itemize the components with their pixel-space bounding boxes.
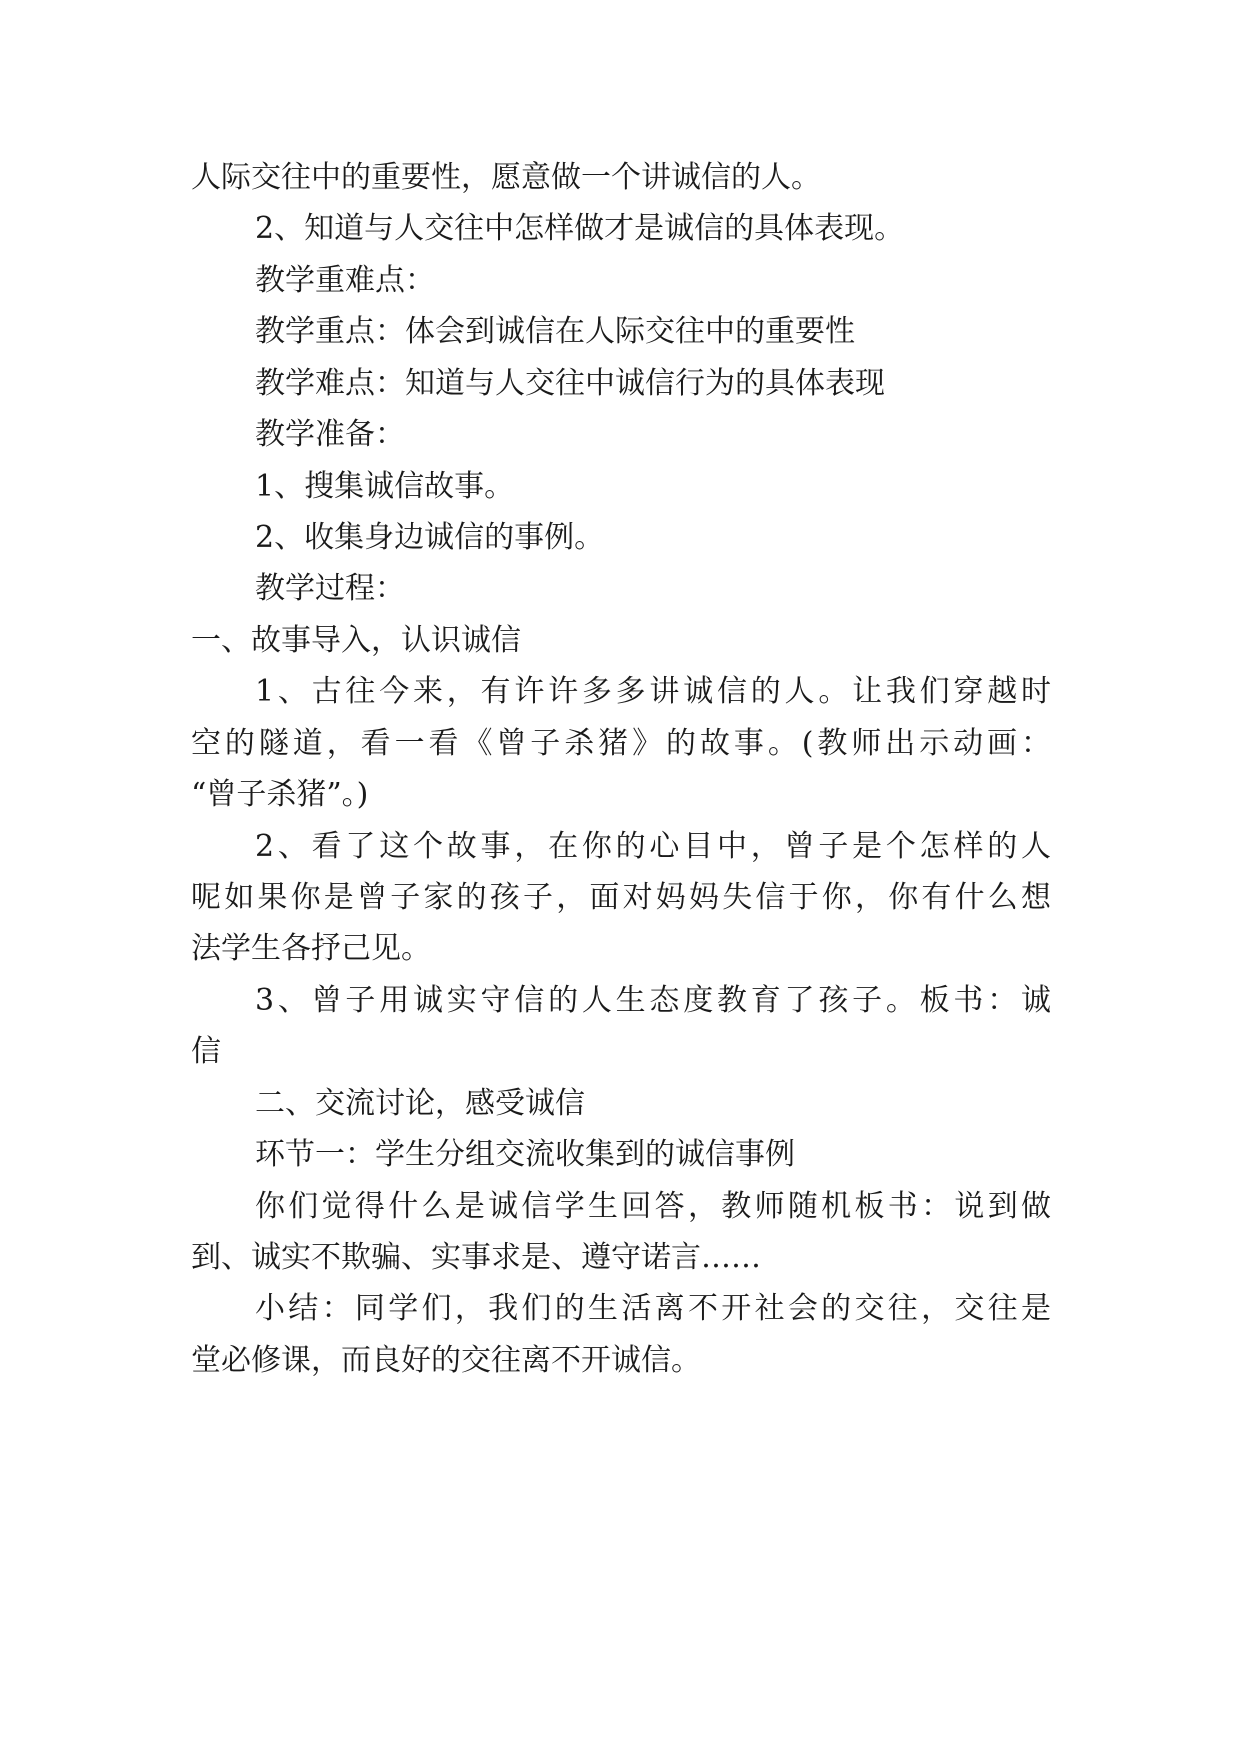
section-heading: 教学准备： — [255, 417, 405, 452]
paragraph-line: 2、知道与人交往中怎样做才是诚信的具体表现。 — [255, 211, 905, 246]
section-heading: 教学重难点： — [255, 263, 435, 298]
section-heading: 一、故事导入，认识诚信 — [191, 623, 521, 658]
paragraph-line: 呢如果你是曾子家的孩子，面对妈妈失信于你，你有什么想 — [191, 880, 1051, 915]
paragraph-line: 到、诚实不欺骗、实事求是、遵守诺言…… — [191, 1240, 761, 1275]
paragraph-line: 你们觉得什么是诚信学生回答，教师随机板书：说到做 — [255, 1189, 1051, 1224]
paragraph-line: 信 — [191, 1034, 221, 1069]
list-item: 2、收集身边诚信的事例。 — [255, 520, 605, 555]
paragraph-line: 教学重点：体会到诚信在人际交往中的重要性 — [255, 314, 855, 349]
list-item: 1、搜集诚信故事。 — [255, 469, 515, 504]
paragraph-line: 空的隧道，看一看《曾子杀猪》的故事。(教师出示动画： — [191, 726, 1051, 761]
section-heading: 教学过程： — [255, 571, 405, 606]
paragraph-line: 2、看了这个故事，在你的心目中，曾子是个怎样的人 — [255, 829, 1051, 864]
paragraph-line: 法学生各抒己见。 — [191, 931, 431, 966]
paragraph-line: 1、古往今来，有许许多多讲诚信的人。让我们穿越时 — [255, 674, 1051, 709]
paragraph-line: 人际交往中的重要性，愿意做一个讲诚信的人。 — [191, 160, 821, 195]
paragraph-line: “曾子杀猪”。) — [191, 777, 369, 812]
paragraph-line: 3、曾子用诚实守信的人生态度教育了孩子。板书：诚 — [255, 983, 1051, 1018]
section-heading: 二、交流讨论，感受诚信 — [255, 1086, 585, 1121]
paragraph-line: 小结：同学们，我们的生活离不开社会的交往，交往是 — [255, 1291, 1051, 1326]
paragraph-line: 教学难点：知道与人交往中诚信行为的具体表现 — [255, 366, 885, 401]
paragraph-line: 堂必修课，而良好的交往离不开诚信。 — [191, 1343, 701, 1378]
paragraph-line: 环节一：学生分组交流收集到的诚信事例 — [255, 1137, 795, 1172]
